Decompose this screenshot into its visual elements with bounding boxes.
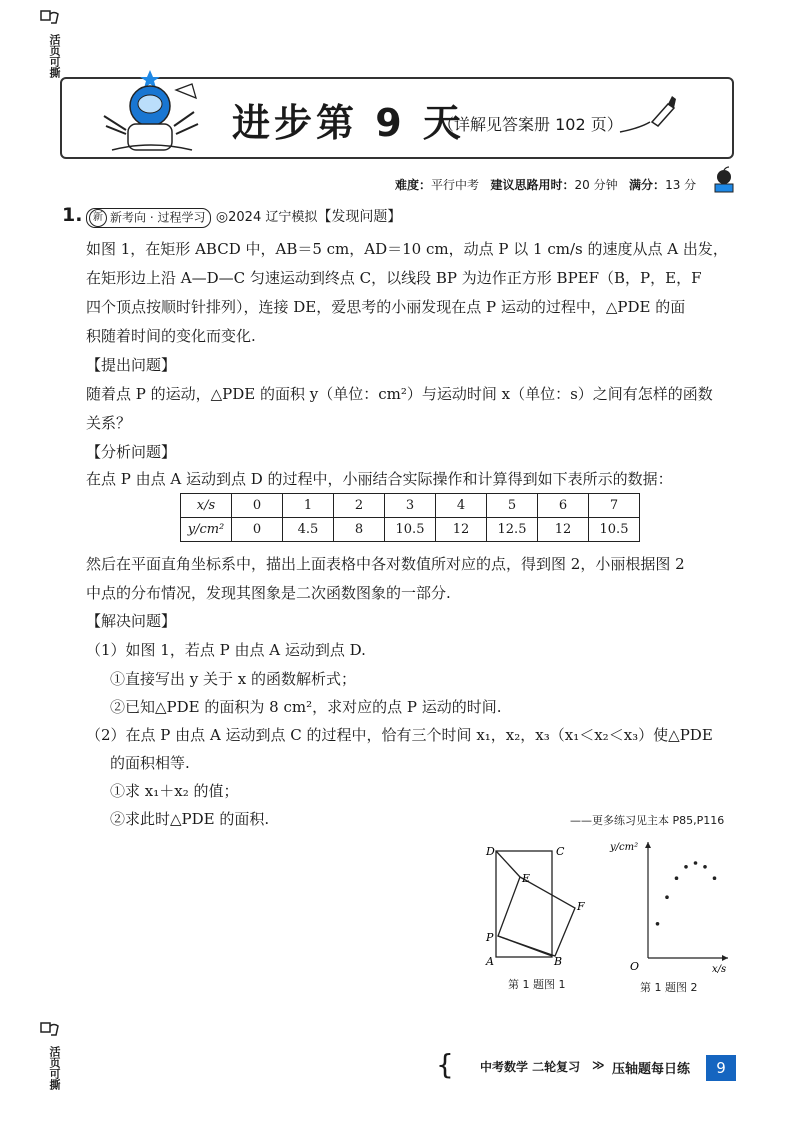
astronaut-illustration [98, 66, 218, 164]
score-value: 13 分 [665, 178, 697, 192]
y-axis-arrow [645, 842, 651, 848]
table-cell: 10.5 [589, 518, 640, 542]
time-value: 20 分钟 [574, 178, 618, 192]
question-1b: ②已知△PDE 的面积为 8 cm²，求对应的点 P 运动的时间. [110, 698, 502, 716]
body-line-2: 在矩形边上沿 A—D—C 匀速运动到终点 C，以线段 BP 为边作正方形 BPEF（B，P，E，F [86, 269, 702, 287]
difficulty-label: 难度： [395, 178, 432, 192]
xin-badge: 新 [89, 209, 107, 227]
footer-brace: { [436, 1048, 454, 1081]
table-row-y [181, 518, 640, 542]
square-bpef [498, 877, 575, 956]
scatter-point [675, 876, 679, 880]
tear-hand-icon-bottom [38, 1020, 62, 1042]
location-pin-icon: ◎ [215, 209, 229, 225]
label-c: C [556, 845, 565, 858]
table-cell: 5 [487, 494, 538, 518]
table-cell: 12 [436, 518, 487, 542]
rectangle-abcd [496, 851, 552, 957]
table-row-x [181, 494, 640, 518]
table-cell: 4 [436, 494, 487, 518]
table-cell: 0 [232, 494, 283, 518]
side-tab-label-top: 活页可撕 [48, 34, 61, 78]
question-2i: ①求 x₁＋x₂ 的值； [110, 782, 239, 800]
answer-reference: （详解见答案册 102 页） [438, 115, 623, 134]
body-line-8: 然后在平面直角坐标系中，描出上面表格中各对数值所对应的点，得到图 2，小丽根据图 2 [86, 555, 685, 573]
question-1a: ①直接写出 y 关于 x 的函数解析式； [110, 670, 357, 688]
body-line-9: 中点的分布情况，发现其图象是二次函数图象的一部分. [86, 584, 451, 602]
body-line-1: 如图 1，在矩形 ABCD 中，AB＝5 cm，AD＝10 cm，动点 P 以 1 cm/s 的速度从点 A 出发， [86, 240, 728, 258]
question-2: （2）在点 P 由点 A 运动到点 C 的过程中，恰有三个时间 x₁，x₂，x₃（x₁＜x₂＜x₃）使△PDE [86, 726, 713, 744]
body-line-5: 随着点 P 的运动，△PDE 的面积 y（单位：cm²）与运动时间 x（单位：s）之间有怎样的函数 [86, 385, 713, 403]
time-label: 建议思路用时： [490, 178, 575, 192]
label-p: P [486, 931, 494, 944]
page-number: 9 [706, 1055, 736, 1081]
score-label: 满分： [629, 178, 666, 192]
x-axis-arrow [722, 955, 728, 961]
new-topic-badge: 新 新考向 · 过程学习 [86, 208, 211, 228]
pen-icon [618, 92, 678, 142]
table-cell: 2 [334, 494, 385, 518]
problem-number: 1. [62, 204, 83, 226]
table-cell: 12 [538, 518, 589, 542]
label-d: D [486, 845, 495, 858]
x-axis-label: x/s [712, 964, 727, 975]
section-discover: 【发现问题】 [317, 209, 402, 225]
scatter-point [694, 861, 698, 865]
label-a: A [486, 955, 494, 968]
figure-1-caption: 第 1 题图 1 [508, 978, 566, 991]
table-header-x: x/s [181, 494, 232, 518]
footer-arrow: ≫ [592, 1058, 605, 1072]
scatter-point [703, 865, 707, 869]
figure-2-caption: 第 1 题图 2 [640, 981, 698, 994]
meta-line [395, 176, 696, 193]
more-practice-note: ——更多练习见主本 P85,P116 [570, 814, 725, 827]
segment-de [496, 851, 520, 877]
scatter-point [713, 876, 717, 880]
section-analyze: 【分析问题】 [86, 443, 177, 461]
bomb-icon [712, 166, 736, 198]
scatter-point [684, 865, 688, 869]
question-1: （1）如图 1，若点 P 由点 A 运动到点 D. [86, 641, 366, 659]
data-table [180, 493, 640, 542]
table-cell: 4.5 [283, 518, 334, 542]
figure-2-chart [606, 836, 736, 976]
table-cell: 8 [334, 518, 385, 542]
side-tab-top [38, 8, 62, 34]
table-cell: 7 [589, 494, 640, 518]
table-cell: 12.5 [487, 518, 538, 542]
segment-pb [498, 936, 552, 956]
table-cell: 1 [283, 494, 334, 518]
footer-subtitle: 压轴题每日练 [612, 1062, 691, 1077]
table-cell: 3 [385, 494, 436, 518]
body-line-3: 四个顶点按顺时针排列），连接 DE，爱思考的小丽发现在点 P 运动的过程中，△PDE 的面 [86, 298, 686, 316]
footer-series: 中考数学 二轮复习 [480, 1060, 581, 1074]
label-f: F [577, 900, 585, 913]
body-line-4: 积随着时间的变化而变化. [86, 327, 256, 345]
page-title: 进步第 9 天 [232, 101, 465, 145]
section-pose: 【提出问题】 [86, 356, 177, 374]
section-solve: 【解决问题】 [86, 612, 177, 630]
scatter-point [656, 922, 660, 926]
label-e: E [522, 872, 531, 885]
table-header-y: y/cm² [181, 518, 232, 542]
body-line-7: 在点 P 由点 A 运动到点 D 的过程中，小丽结合实际操作和计算得到如下表所示的数据： [86, 470, 673, 488]
table-cell: 0 [232, 518, 283, 542]
scatter-points [656, 861, 717, 925]
tear-hand-icon [38, 8, 62, 30]
table-cell: 10.5 [385, 518, 436, 542]
side-tab-bottom [38, 1020, 62, 1046]
origin-label: O [630, 960, 640, 973]
scatter-point [665, 895, 669, 899]
question-2ii: ②求此时△PDE 的面积. [110, 810, 270, 828]
side-tab-label-bottom: 活页可撕 [48, 1046, 61, 1090]
difficulty-value: 平行中考 [431, 178, 480, 192]
body-line-6: 关系？ [86, 414, 132, 432]
table-cell: 6 [538, 494, 589, 518]
figure-1 [478, 838, 596, 970]
question-2-cont: 的面积相等. [110, 754, 190, 772]
problem-header [86, 206, 401, 228]
label-b: B [554, 955, 563, 968]
problem-source: 2024 辽宁模拟 [228, 210, 318, 225]
y-axis-label: y/cm² [610, 842, 639, 853]
